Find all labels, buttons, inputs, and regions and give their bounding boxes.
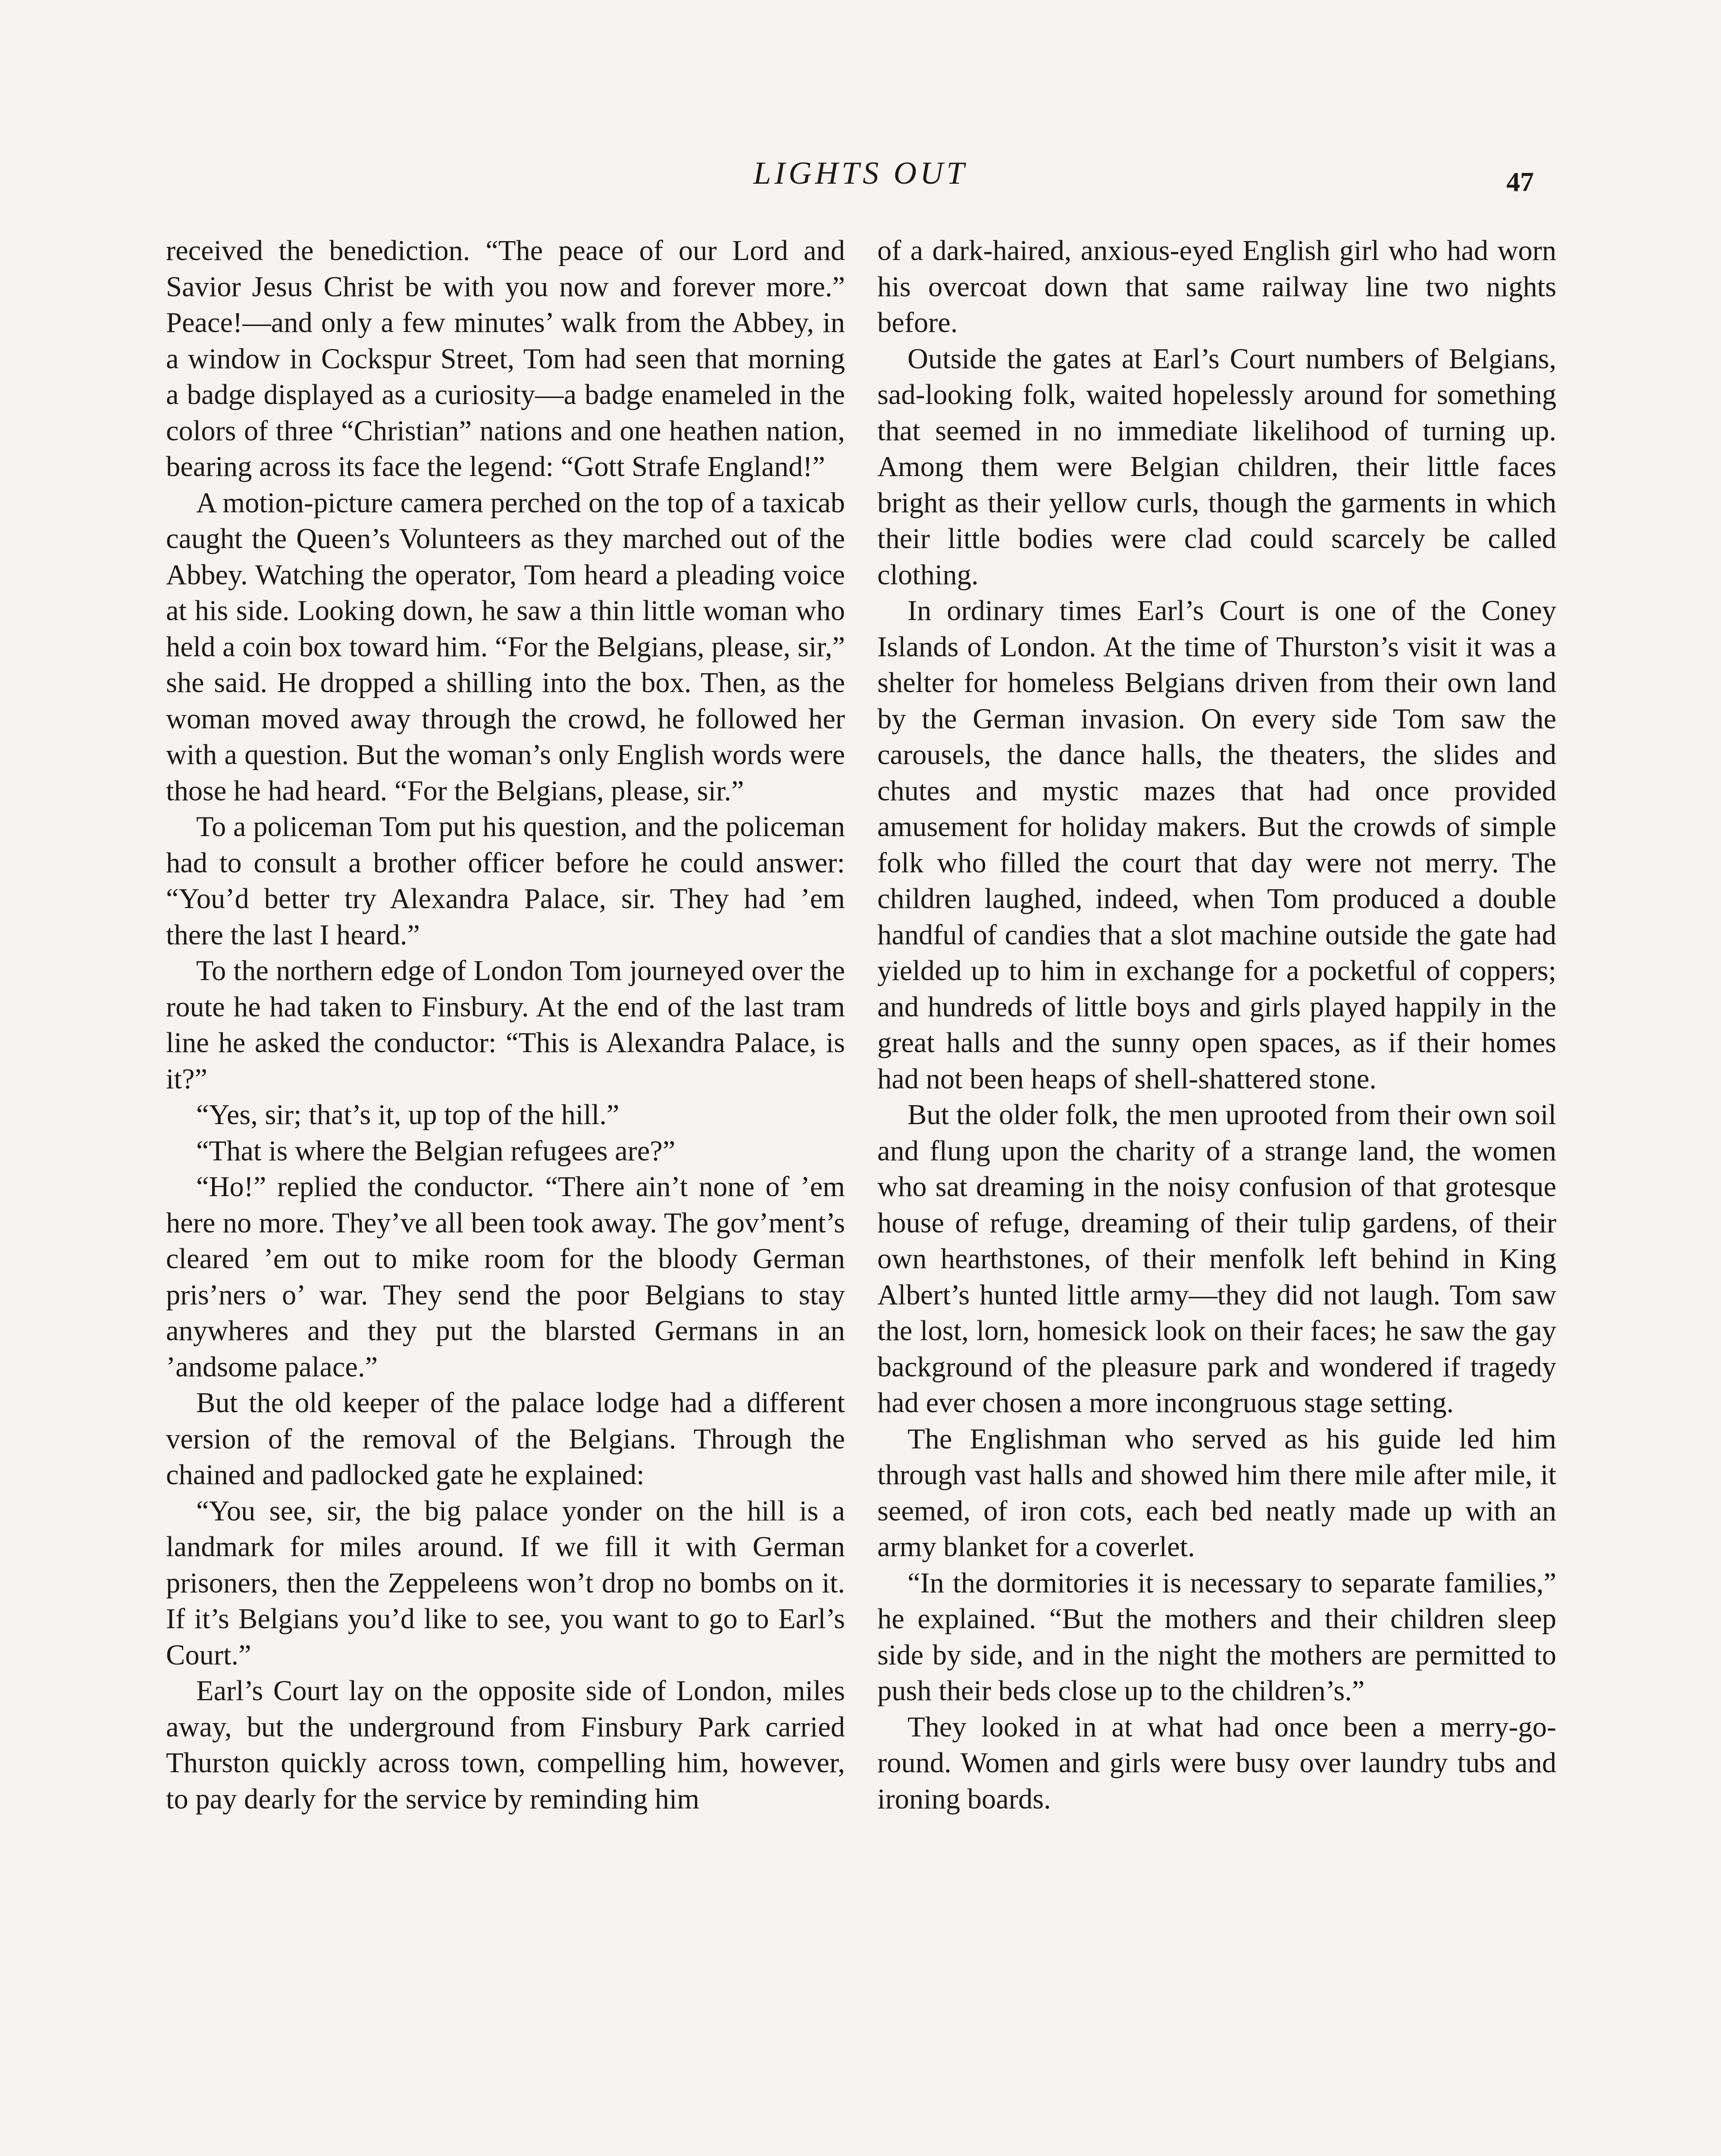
paragraph: “That is where the Belgian refugees are?” — [196, 1135, 676, 1167]
paragraph: A motion-picture camera perched on the top of a taxicab caught the Queen’s Volunteers as they marched out of the Abbey. Watching the operator, Tom heard a pleading voice at his side. Looking down, he saw a thin little woman who held a coin box toward him. “For the Belgians, please, sir,” she said. He dropped a shilling into the box. Then, as the woman moved away through the crowd, he followed her with a question. But the woman’s only English words were those he had heard. “For the Belgians, please, sir.” — [166, 487, 845, 807]
page-number: 47 — [1506, 166, 1534, 197]
paragraph: To the northern edge of London Tom journeyed over the route he had taken to Finsbury. At the end of the last tram line he asked the conductor: “This is Alexandra Palace, is it?” — [166, 955, 845, 1095]
paragraph: To a policeman Tom put his question, and the policeman had to consult a brother officer before he could answer: “You’d better try Alexandra Palace, sir. They had ’em there the last I heard.” — [166, 811, 845, 951]
running-head: LIGHTS OUT — [753, 156, 968, 191]
paragraph: In ordinary times Earl’s Court is one of the Coney Islands of London. At the time of Thurston’s visit it was a shelter for homeless Belgians driven from their own land by the German invasion. On every side Tom saw the carousels, the dance halls, the theaters, the slides and chutes and mystic mazes that had once provided amusement for holiday makers. But the crowds of simple folk who filled the court that day were not merry. The children laughed, indeed, when Tom produced a double handful of candies that a slot machine outside the gate had yielded up to him in exchange for a pocketful of coppers; and hundreds of little boys and girls played happily in the great halls and the sunny open spaces, as if their homes had not been heaps of shell-shattered stone. — [877, 595, 1556, 1095]
paragraph: The Englishman who served as his guide led him through vast halls and showed him there mile after mile, it seemed, of iron cots, each bed neatly made up with an army blanket for a coverlet. — [877, 1423, 1556, 1563]
paragraph: Earl’s Court lay on the opposite side of London, miles away, but the underground from Finsbury Park carried Thurston quickly across town, compelling him, however, to pay dearly for the service by reminding him — [166, 1675, 845, 1815]
paragraph: But the older folk, the men uprooted from their own soil and flung upon the charity of a strange land, the women who sat dreaming in the noisy confusion of that grotesque house of refuge, dreaming of their tulip gardens, of their own hearthstones, of their menfolk left behind in King Albert’s hunted little army—they did not laugh. Tom saw the lost, lorn, homesick look on their faces; he saw the gay background of the pleasure park and wondered if tragedy had ever chosen a more incongruous stage setting. — [877, 1099, 1556, 1419]
text-column-right — [877, 233, 1556, 1817]
paragraph: They looked in at what had once been a merry-go-round. Women and girls were busy over laundry tubs and ironing boards. — [877, 1711, 1556, 1815]
text-column-left — [166, 233, 845, 1817]
paragraph: “You see, sir, the big palace yonder on the hill is a landmark for miles around. If we fill it with German prisoners, then the Zeppeleens won’t drop no bombs on it. If it’s Belgians you’d like to see, you want to go to Earl’s Court.” — [166, 1495, 845, 1671]
paragraph: “Ho!” replied the conductor. “There ain’t none of ’em here no more. They’ve all been took away. The gov’ment’s cleared ’em out to mike room for the bloody German pris’ners o’ war. They send the poor Belgians to stay anywheres and they put the blarsted Germans in an ’andsome palace.” — [166, 1171, 845, 1383]
paragraph: Outside the gates at Earl’s Court numbers of Belgians, sad-looking folk, waited hopelessly around for something that seemed in no immediate likelihood of turning up. Among them were Belgian children, their little faces bright as their yellow curls, though the garments in which their little bodies were clad could scarcely be called clothing. — [877, 343, 1556, 591]
paragraph: “In the dormitories it is necessary to separate families,” he explained. “But the mothers and their children sleep side by side, and in the night the mothers are permitted to push their beds close up to the children’s.” — [877, 1567, 1556, 1707]
paragraph: “Yes, sir; that’s it, up top of the hill.” — [196, 1099, 620, 1131]
paragraph: received the benediction. “The peace of our Lord and Savior Jesus Christ be with you now and forever more.” Peace!—and only a few minutes’ walk from the Abbey, in a window in Cockspur Street, Tom had seen that morning a badge displayed as a curiosity—a badge enameled in the colors of three “Christian” nations and one heathen nation, bearing across its face the legend: “Gott Strafe England!” — [166, 235, 845, 483]
paragraph: of a dark-haired, anxious-eyed English girl who had worn his overcoat down that same railway line two nights before. — [877, 235, 1556, 338]
paragraph: But the old keeper of the palace lodge had a different version of the removal of the Belgians. Through the chained and padlocked gate he explained: — [166, 1387, 845, 1491]
